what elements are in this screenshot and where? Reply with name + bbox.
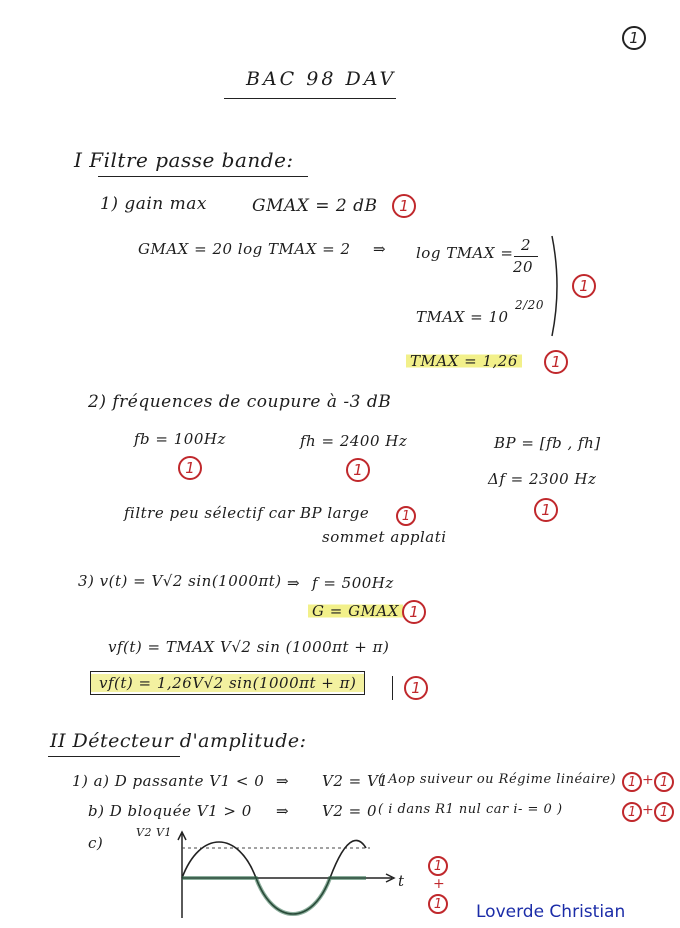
q3-g-text: G = GMAX — [308, 602, 403, 620]
section2-heading: II Détecteur d'amplitude: — [50, 730, 307, 752]
section1-underline — [98, 176, 308, 177]
q1-frac-bar — [514, 256, 538, 257]
q3-f: f = 500Hz — [312, 574, 394, 592]
q3-double-bar — [392, 676, 393, 700]
q2c-plus: + — [433, 876, 446, 892]
q2c-mark2: 1 — [428, 894, 448, 914]
q2a-arrow: ⇒ — [276, 772, 290, 790]
q1-brace — [548, 236, 568, 336]
output-waveform — [182, 878, 366, 914]
q1-label: 1) gain max — [100, 194, 208, 214]
q1-mark-a: 1 — [392, 194, 416, 218]
q2a-plus: + — [642, 772, 655, 788]
q2c-axis-x: t — [398, 872, 405, 890]
q2b-mark2: 1 — [654, 802, 674, 822]
q1-mark-c: 1 — [544, 350, 568, 374]
q1-eq3: TMAX = 10 — [416, 308, 509, 326]
q1-frac-den: 20 — [513, 258, 534, 276]
q3-g — [308, 602, 403, 620]
section1-heading: I Filtre passe bande: — [74, 148, 294, 172]
q1-frac-num: 2 — [521, 236, 532, 254]
q2-comment1: filtre peu sélectif car BP large — [124, 504, 370, 522]
q2-mark-fh: 1 — [346, 458, 370, 482]
q1-eq3-exp: 2/20 — [515, 298, 544, 312]
q2c-axis-y: V2 V1 — [136, 826, 172, 839]
q3-eq2: vf(t) = TMAX V√2 sin (1000πt + π) — [108, 638, 390, 656]
q2a-mark1: 1 — [622, 772, 642, 792]
q2-label: 2) fréquences de coupure à -3 dB — [88, 392, 392, 412]
q2a-mark2: 1 — [654, 772, 674, 792]
q2b-mark1: 1 — [622, 802, 642, 822]
q1-mark-b: 1 — [572, 274, 596, 298]
q2-mark-df: 1 — [534, 498, 558, 522]
q1-eq1: GMAX = 20 log TMAX = 2 — [138, 240, 351, 258]
q2a-note: ( Aop suiveur ou Régime linéaire) — [378, 772, 617, 787]
q2b-arrow: ⇒ — [276, 802, 290, 820]
q1-arrow: ⇒ — [373, 240, 387, 258]
q2-fh: fh = 2400 Hz — [300, 432, 408, 450]
q1-eq4-text: TMAX = 1,26 — [406, 352, 522, 370]
q2b-plus: + — [642, 802, 655, 818]
q2c-label: c) — [88, 834, 104, 852]
q2-mark-fb: 1 — [178, 456, 202, 480]
q2c-mark1: 1 — [428, 856, 448, 876]
q2b-note: ( i dans R1 nul car i- = 0 ) — [378, 802, 563, 817]
q1-eq2-lhs: log TMAX = — [416, 244, 514, 262]
q3-eq3-text: vf(t) = 1,26V√2 sin(1000πt + π) — [90, 671, 365, 695]
author-signature: Loverde Christian — [476, 902, 626, 922]
q2b-result: V2 = 0 — [322, 802, 378, 820]
q2b-label: b) D bloquée V1 > 0 — [88, 802, 252, 820]
q3-eq3-box — [90, 674, 365, 692]
q1-eq4 — [406, 352, 522, 370]
q3-eq1: 3) v(t) = V√2 sin(1000πt) — [78, 572, 282, 590]
section2-underline — [48, 756, 180, 757]
q3-arrow: ⇒ — [287, 574, 301, 592]
q2-fb: fb = 100Hz — [134, 430, 226, 448]
detector-graph — [160, 830, 400, 920]
q3-mark-final: 1 — [404, 676, 428, 700]
q2a-label: 1) a) D passante V1 < 0 — [72, 772, 265, 790]
q2-df: Δf = 2300 Hz — [488, 470, 597, 488]
q2-mark-comment: 1 — [396, 506, 416, 526]
q2a-result: V2 = V1 — [322, 772, 389, 790]
q3-mark-g: 1 — [402, 600, 426, 624]
q2-bp: BP = [fb , fh] — [494, 434, 601, 452]
page-title: BAC 98 DAV — [246, 68, 397, 90]
q1-gmax: GMAX = 2 dB — [252, 196, 378, 216]
q2-comment2: sommet applati — [322, 528, 447, 546]
page-number-badge: 1 — [622, 26, 646, 50]
title-underline — [224, 98, 396, 99]
